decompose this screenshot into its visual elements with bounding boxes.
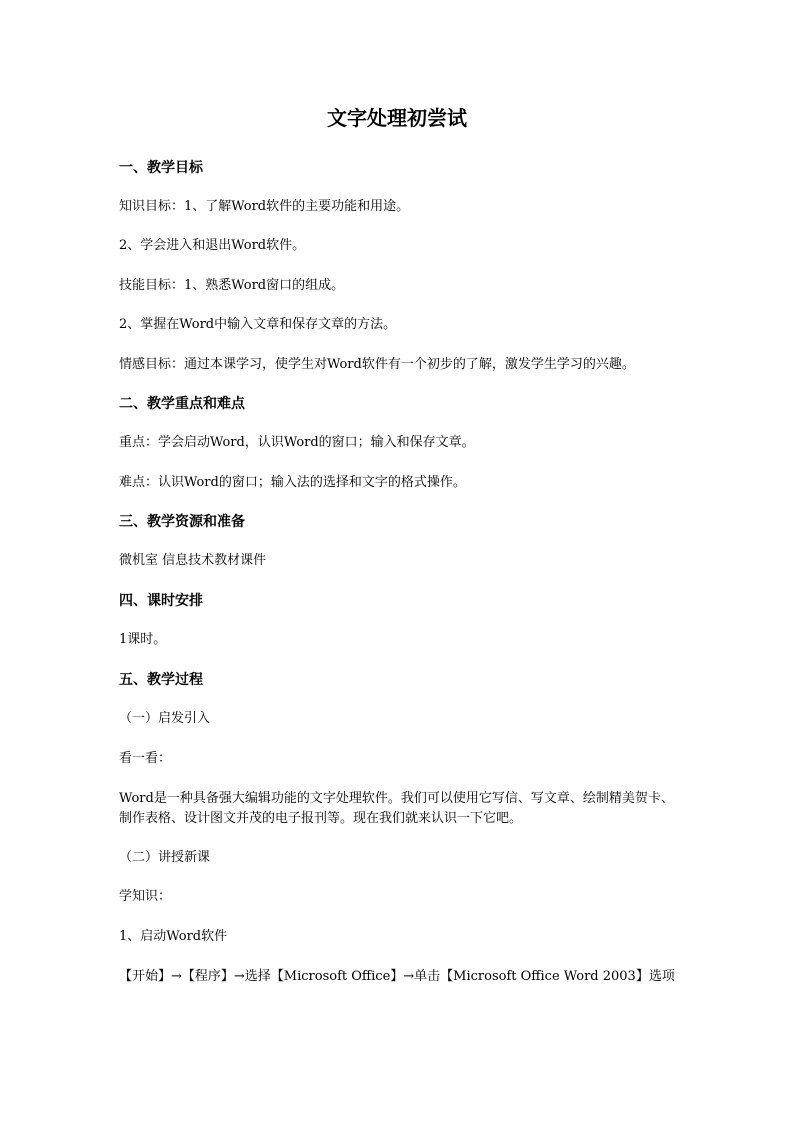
paragraph-difficult-point: 难点：认识Word的窗口；输入法的选择和文字的格式操作。 <box>119 475 466 490</box>
document-title: 文字处理初尝试 <box>327 106 467 130</box>
paragraph-word-description: Word是一种具备强大编辑功能的文字处理软件。我们可以使用它写信、写文章、绘制精美贺卡、制作表格、设计图文并茂的电子报刊等。现在我们就来认识一下它吧。 <box>119 791 674 826</box>
paragraph-start-word-steps: 【开始】→【程序】→选择【Microsoft Office】→单击【Microsoft Office Word 2003】选项 <box>119 969 675 984</box>
paragraph-resources: 微机室 信息技术教材课件 <box>119 553 267 568</box>
section-heading-teaching-goals: 一、教学目标 <box>119 160 203 176</box>
section-heading-process: 五、教学过程 <box>119 672 203 688</box>
paragraph-intro-heading: （一）启发引入 <box>119 711 211 726</box>
paragraph-key-point: 重点：学会启动Word，认识Word的窗口；输入和保存文章。 <box>119 435 475 450</box>
section-heading-key-points: 二、教学重点和难点 <box>119 396 245 412</box>
section-heading-schedule: 四、课时安排 <box>119 593 203 609</box>
paragraph-knowledge-goal-1: 知识目标：1、了解Word软件的主要功能和用途。 <box>119 199 410 214</box>
paragraph-skill-goal-2: 2、掌握在Word中输入文章和保存文章的方法。 <box>119 317 397 332</box>
paragraph-skill-goal-1: 技能目标：1、熟悉Word窗口的组成。 <box>119 278 345 293</box>
paragraph-look: 看一看： <box>119 751 172 766</box>
paragraph-new-lesson-heading: （二）讲授新课 <box>119 850 211 865</box>
paragraph-start-word-heading: 1、启动Word软件 <box>119 929 228 944</box>
paragraph-learn-knowledge: 学知识： <box>119 889 172 904</box>
paragraph-knowledge-goal-2: 2、学会进入和退出Word软件。 <box>119 238 306 253</box>
paragraph-schedule: 1课时。 <box>119 632 167 647</box>
section-heading-resources: 三、教学资源和准备 <box>119 514 245 530</box>
paragraph-emotion-goal: 情感目标：通过本课学习，使学生对Word软件有一个初步的了解，激发学生学习的兴趣。 <box>119 357 635 372</box>
